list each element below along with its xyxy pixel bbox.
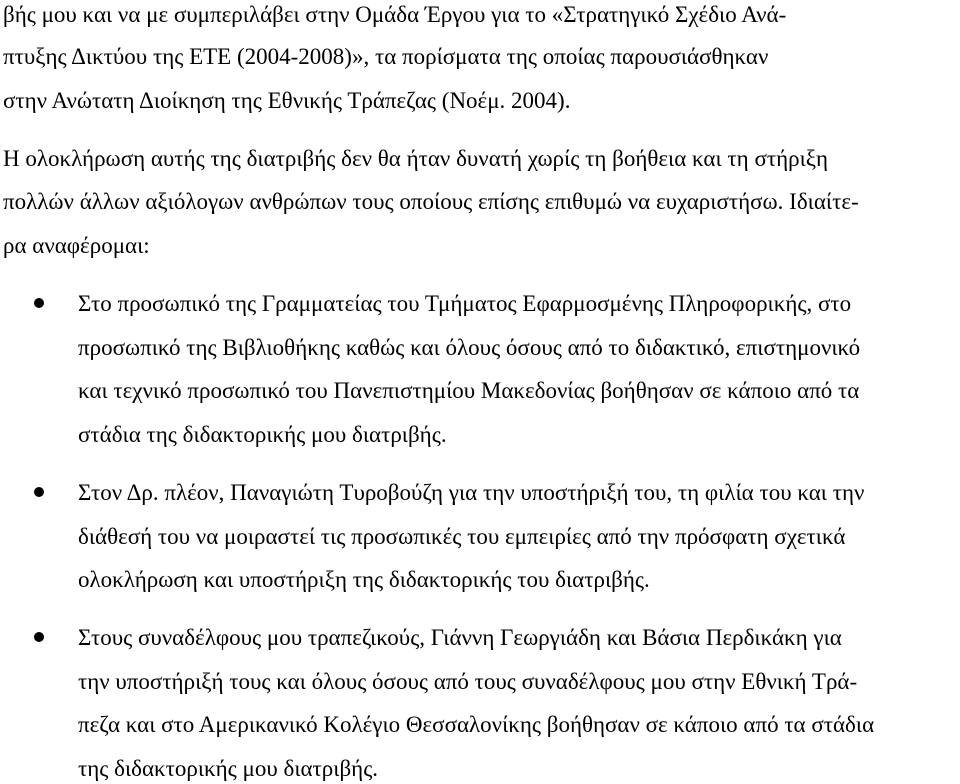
bullet-1-line-1: Στο προσωπικό της Γραμματείας του Τμήματος Εφαρμοσμένης Πληροφορικής, στο [78,291,852,316]
bullet-3-line-1: Στους συναδέλφους μου τραπεζικούς, Γιάννη Γεωργιάδη και Βάσια Περδικάκη για [78,625,842,650]
bullet-icon [34,487,44,497]
bullet-1-line-4: στάδια της διδακτορικής μου διατριβής. [78,422,447,447]
thanks-line-1: Η ολοκλήρωση αυτής της διατριβής δεν θα ήταν δυνατή χωρίς τη βοήθεια και τη στήριξη [3,146,829,171]
bullet-2-line-3: ολοκλήρωση και υποστήριξη της διδακτορικής του διατριβής. [78,567,650,592]
intro-line-2: πτυξης Δικτύου της ΕΤΕ (2004-2008)», τα πορίσματα της οποίας παρουσιάσθηκαν [3,44,769,69]
thanks-line-3: ρα αναφέρομαι: [3,233,150,258]
intro-line-1: βής μου και να με συμπεριλάβει στην Ομάδα Έργου για το «Στρατηγικό Σχέδιο Ανά- [3,2,787,27]
intro-line-3: στην Ανώτατη Διοίκηση της Εθνικής Τράπεζας (Νοέμ. 2004). [3,88,571,113]
bullet-2-line-2: διάθεσή του να μοιραστεί τις προσωπικές του εμπειρίες από την πρόσφατη σχετικά [78,524,846,549]
bullet-2-line-1: Στον Δρ. πλέον, Παναγιώτη Τυροβούζη για την υποστήριξή του, τη φιλία του και την [78,480,865,505]
bullet-3-line-2: την υποστήριξή τους και όλους όσους από τους συναδέλφους μου στην Εθνική Τρά- [78,669,858,694]
bullet-1-line-2: προσωπικό της Βιβλιοθήκης καθώς και όλους όσους από το διδακτικό, επιστημονικό [78,335,861,360]
bullet-3-line-4: της διδακτορικής μου διατριβής. [78,756,379,781]
bullet-3-line-3: πεζα και στο Αμερικανικό Κολέγιο Θεσσαλονίκης βοήθησαν σε κάποιο από τα στάδια [78,712,875,737]
bullet-1-line-3: και τεχνικό προσωπικό του Πανεπιστημίου Μακεδονίας βοήθησαν σε κάποιο από τα [78,378,860,403]
thanks-line-2: πολλών άλλων αξιόλογων ανθρώπων τους οποίους επίσης επιθυμώ να ευχαριστήσω. Ιδιαίτε- [3,189,859,214]
bullet-icon [34,632,44,642]
bullet-icon [34,298,44,308]
